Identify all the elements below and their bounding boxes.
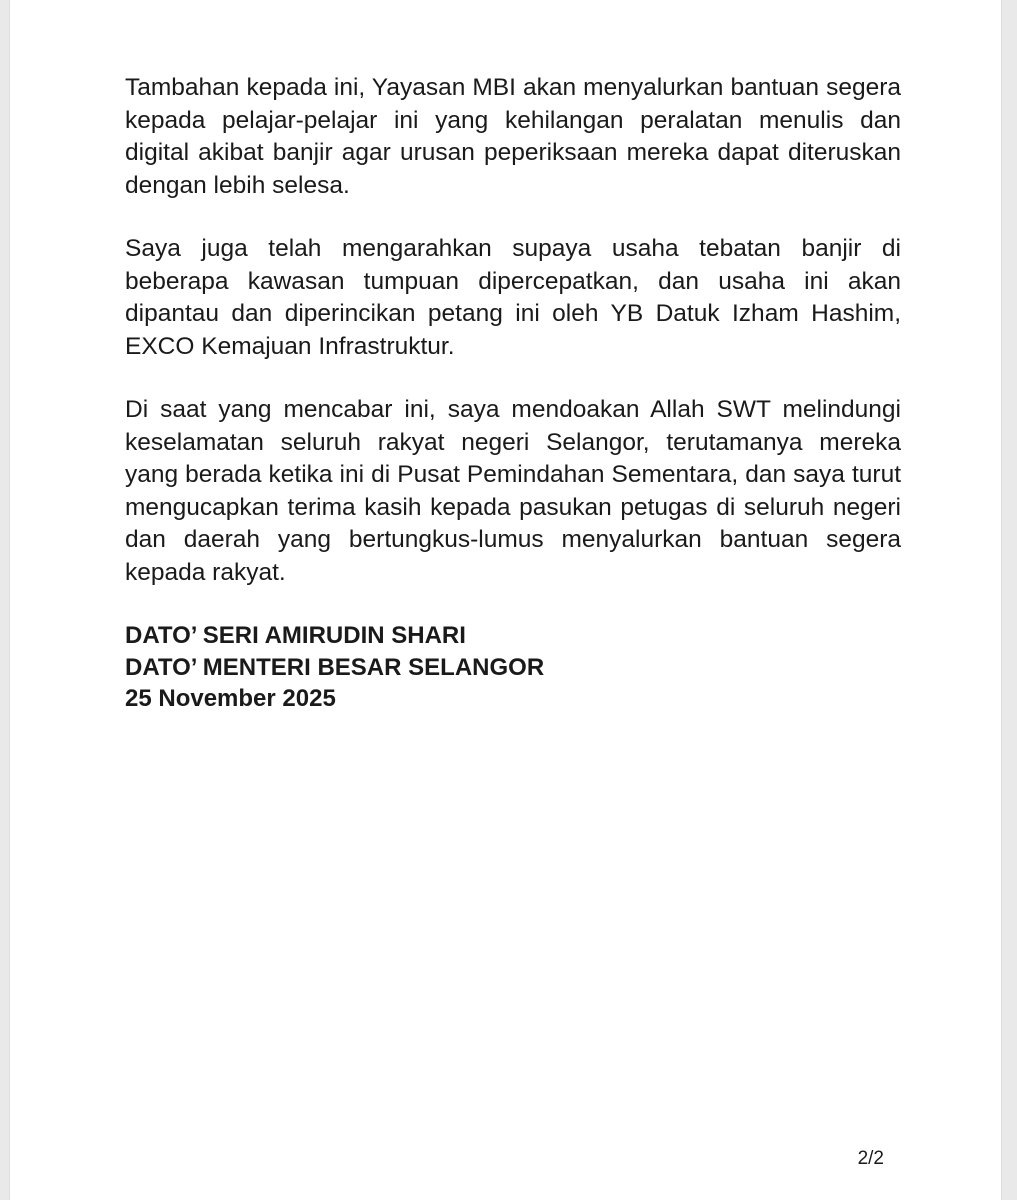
signatory-title: DATO’ MENTERI BESAR SELANGOR bbox=[125, 653, 545, 681]
signature-block bbox=[125, 620, 901, 715]
paragraph-prayer-and-thanks: Di saat yang mencabar ini, saya mendoakan Allah SWT melindungi keselamatan seluruh rakyat negeri Selangor, terutamanya mereka yang berada ketika ini di Pusat Pemindahan Sementara, dan saya turut mengucapkan terima kasih kepada pasukan petugas di seluruh negeri dan daerah yang bertungkus-lumus menyalurkan bantuan segera kepada rakyat. bbox=[125, 396, 901, 586]
statement-date: 25 November 2025 bbox=[125, 685, 336, 712]
paragraph-flood-mitigation: Saya juga telah mengarahkan supaya usaha tebatan banjir di beberapa kawasan tumpuan dipercepatkan, dan usaha ini akan dipantau dan diperincikan petang ini oleh YB Datuk Izham Hashim, EXCO Kemajuan Infrastruktur. bbox=[125, 235, 901, 360]
document-page bbox=[10, 0, 1001, 1200]
page-number: 2/2 bbox=[857, 1148, 884, 1169]
paragraph-mbi-assistance: Tambahan kepada ini, Yayasan MBI akan menyalurkan bantuan segera kepada pelajar-pelajar ini yang kehilangan peralatan menulis dan digital akibat banjir agar urusan peperiksaan mereka dapat diteruskan dengan lebih selesa. bbox=[125, 74, 901, 199]
document-body bbox=[125, 72, 901, 715]
signatory-name: DATO’ SERI AMIRUDIN SHARI bbox=[125, 622, 466, 649]
